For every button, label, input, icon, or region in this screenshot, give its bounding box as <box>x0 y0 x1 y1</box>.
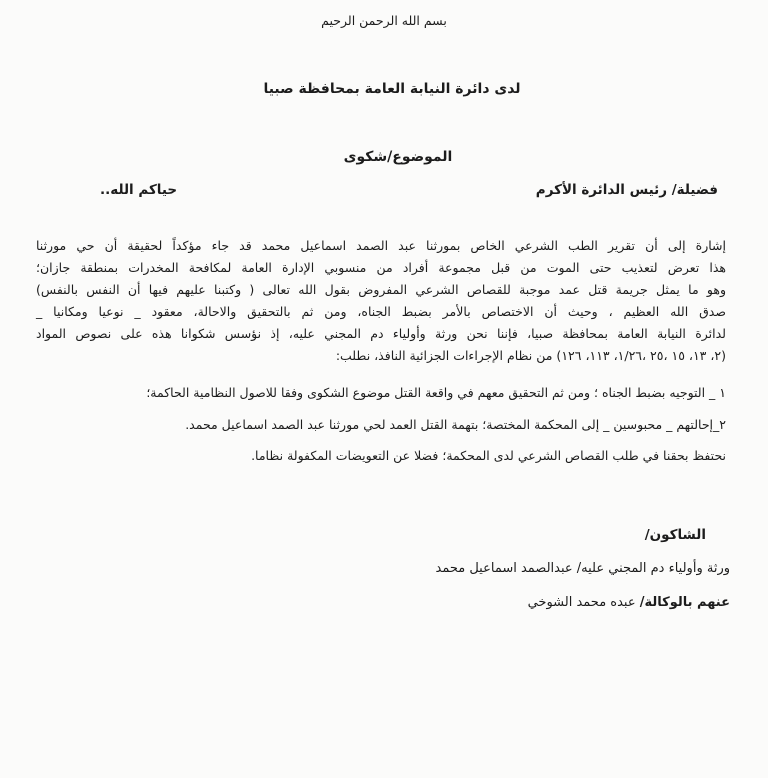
agent-line <box>528 594 730 612</box>
body-paragraph-line: صدق الله العظيم ، وحيث أن الاختصاص بالأمر بضبط الجناه، ومن ثم بالتحقيق والاحالة، معقود _ نوعيا ومكانيا _ <box>36 304 726 319</box>
body-paragraph-line: (٢، ١٣، ١٥ ،٢٥ ،١/٢٦، ١١٣، ١٢٦) من نظام الإجراءات الجزائية النافذ، نطلب: <box>335 348 726 363</box>
body-paragraph-line: إشارة إلى أن تقرير الطب الشرعي الخاص بمورثنا عبد الصمد اسماعيل محمد قد جاء مؤكداً لحقيقة أن حي مورثنا <box>36 238 726 253</box>
basmala: بسم الله الرحمن الرحيم <box>321 13 447 28</box>
body-paragraph-line: وهو ما يمثل جريمة قتل عمد موجبة للقصاص الشرعي المفروض بقول الله تعالى ( وكتبنا عليهم فيها أن النفس بالنفس) <box>36 282 726 297</box>
agent-name: عبده محمد الشوخي <box>527 595 636 610</box>
reservation-statement: نحتفظ بحقنا في طلب القصاص الشرعي لدى المحكمة؛ فضلا عن التعويضات المكفولة نظاما. <box>251 448 726 463</box>
salutation-title: فضيلة/ رئيس الدائرة الأكرم <box>535 182 718 198</box>
body-paragraph-line: هذا تعرض لتعذيب حتى الموت من قبل مجموعة أفراد من منسوبي الإدارة العامة لمكافحة المخدرات بمنطقة جازان؛ <box>36 260 726 275</box>
salutation-greeting: حياكم الله.. <box>100 182 178 198</box>
complainants-names: ورثة وأولياء دم المجني عليه/ عبدالصمد اسماعيل محمد <box>435 561 730 576</box>
agent-label: عنهم بالوكالة/ <box>639 595 730 610</box>
subject-heading: الموضوع/شكوى <box>343 149 453 165</box>
recipient-heading: لدى دائرة النيابة العامة بمحافظة صبيا <box>263 81 521 97</box>
complainants-title: الشاكون/ <box>644 527 706 543</box>
request-item: ٢_إحالتهم _ محبوسين _ إلى المحكمة المختصة؛ بتهمة القتل العمد لحي مورثنا عبد الصمد اسماعيل محمد. <box>185 417 726 432</box>
body-paragraph-line: لدائرة النيابة العامة بمحافظة صبيا، فإننا نحن ورثة وأولياء دم المجني عليه، إذ نؤسس شكوانا هذه على نصوص المواد <box>36 326 726 341</box>
request-item: ١ _ التوجيه بضبط الجناه ؛ ومن ثم التحقيق معهم في واقعة القتل موضوع الشكوى وفقا للاصول النظامية الحاكمة؛ <box>146 385 726 400</box>
